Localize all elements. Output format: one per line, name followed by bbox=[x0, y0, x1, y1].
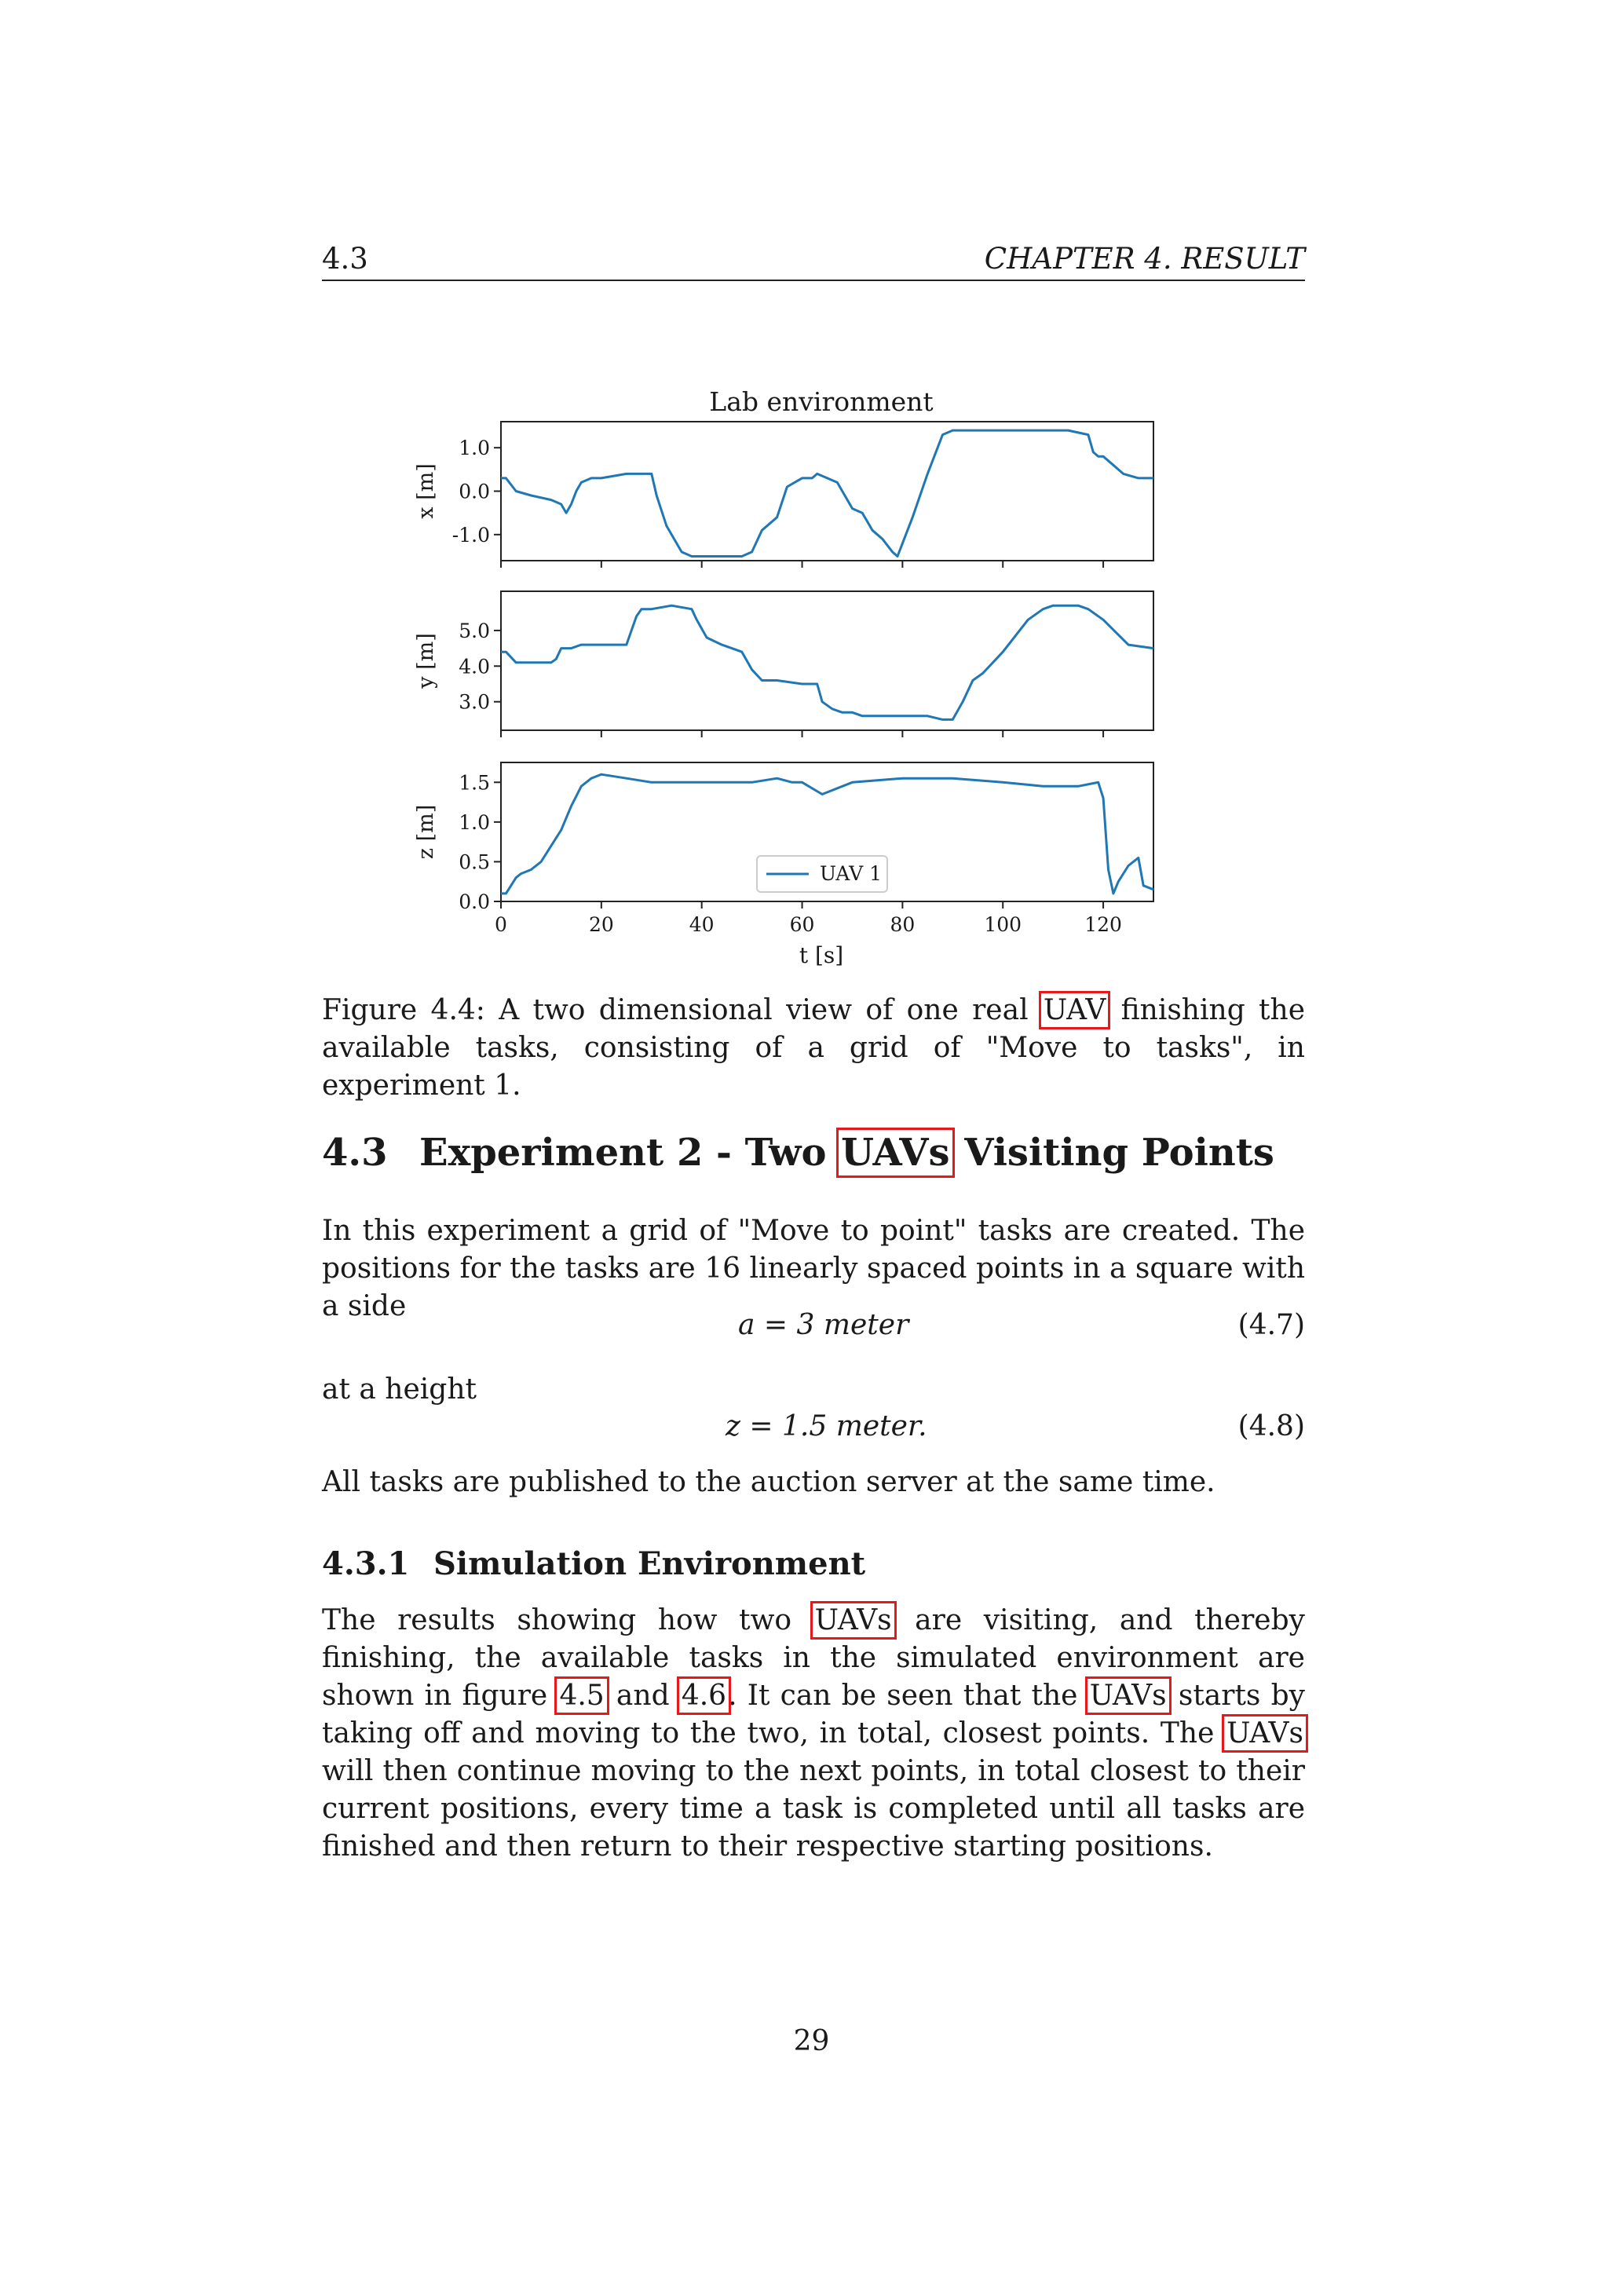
equation-4-7-label: (4.7) bbox=[1237, 1309, 1305, 1341]
glossary-link-uavs-2[interactable]: UAVs bbox=[1089, 1680, 1167, 1712]
y-tick-label: 1.5 bbox=[459, 771, 490, 795]
section-title-before: Experiment 2 - Two bbox=[419, 1131, 840, 1175]
results-text-5: starts by taking off and moving to the two, in total, closest points. The bbox=[322, 1680, 1305, 1749]
published-paragraph: All tasks are published to the auction server at the same time. bbox=[322, 1466, 1215, 1498]
lab-environment-chart bbox=[0, 0, 1623, 989]
subsection-title: Simulation Environment bbox=[433, 1545, 866, 1582]
series-line-uav-1-panel-1 bbox=[501, 430, 1153, 556]
glossary-link-uav[interactable]: UAV bbox=[1043, 994, 1106, 1026]
x-tick-label: 120 bbox=[1084, 913, 1122, 936]
section-heading bbox=[322, 1129, 1274, 1176]
x-tick-label: 0 bbox=[495, 913, 507, 936]
results-text-6: will then continue moving to the next points, in total closest to their current positions, every time a task is completed until all tasks are finished and then return to their respective starting positions. bbox=[322, 1755, 1305, 1863]
caption-text-prefix: Figure 4.4: A two dimensional view of one real bbox=[322, 994, 1042, 1026]
panel-frame-1 bbox=[501, 422, 1153, 561]
figure-link-4-6[interactable]: 4.6 bbox=[681, 1680, 727, 1712]
y-axis-label: y [m] bbox=[414, 633, 438, 689]
y-tick-label: 0.0 bbox=[459, 480, 490, 503]
y-axis-label: x [m] bbox=[414, 463, 438, 519]
caption-text-suffix: finishing the available tasks, consisting of a grid of "Move to tasks", in experiment 1. bbox=[322, 994, 1305, 1102]
equation-4-7: a = 3 meter bbox=[738, 1309, 909, 1341]
y-axis-label: z [m] bbox=[414, 804, 438, 860]
page-number: 29 bbox=[793, 2025, 830, 2057]
y-tick-label: -1.0 bbox=[451, 523, 490, 547]
x-tick-label: 60 bbox=[789, 913, 815, 936]
y-tick-label: 1.0 bbox=[459, 810, 490, 834]
glossary-link-uavs-1[interactable]: UAVs bbox=[814, 1604, 892, 1636]
x-tick-label: 100 bbox=[984, 913, 1022, 936]
header-section-number: 4.3 bbox=[322, 242, 368, 276]
equation-4-8: z = 1.5 meter. bbox=[726, 1410, 927, 1442]
subsection-heading bbox=[322, 1545, 865, 1584]
y-tick-label: 4.0 bbox=[459, 655, 490, 678]
intro-paragraph: In this experiment a grid of "Move to point" tasks are created. The positions for the tasks are 16 linearly spaced points in a square with a side bbox=[322, 1215, 1305, 1322]
x-tick-label: 40 bbox=[689, 913, 715, 936]
y-tick-label: 1.0 bbox=[459, 437, 490, 460]
glossary-link-uavs-3[interactable]: UAVs bbox=[1226, 1717, 1303, 1749]
x-tick-label: 80 bbox=[890, 913, 916, 936]
chart-title: Lab environment bbox=[709, 386, 934, 417]
y-tick-label: 0.5 bbox=[459, 850, 490, 874]
x-tick-label: 20 bbox=[588, 913, 614, 936]
results-text-4: . It can be seen that the bbox=[728, 1680, 1088, 1712]
equation-4-8-label: (4.8) bbox=[1237, 1410, 1305, 1442]
y-tick-label: 0.0 bbox=[459, 890, 490, 913]
section-number: 4.3 bbox=[322, 1131, 388, 1175]
x-axis-label: t [s] bbox=[799, 942, 844, 968]
section-title-after: Visiting Points bbox=[951, 1131, 1274, 1175]
results-text-1: The results showing how two bbox=[322, 1604, 813, 1636]
results-paragraph bbox=[322, 1602, 1305, 1866]
subsection-number: 4.3.1 bbox=[322, 1545, 410, 1582]
figure-caption bbox=[322, 992, 1305, 1105]
header-chapter-title: CHAPTER 4. RESULT bbox=[984, 242, 1305, 276]
height-text: at a height bbox=[322, 1373, 477, 1406]
y-tick-label: 3.0 bbox=[459, 690, 490, 714]
legend-entry: UAV 1 bbox=[820, 862, 883, 885]
glossary-link-uavs-heading[interactable]: UAVs bbox=[841, 1131, 950, 1175]
panel-frame-2 bbox=[501, 591, 1153, 730]
results-text-3: and bbox=[605, 1680, 680, 1712]
results-text-2: are visiting, and thereby finishing, the available tasks in the simulated environment are shown in figure bbox=[322, 1604, 1305, 1712]
figure-link-4-5[interactable]: 4.5 bbox=[559, 1680, 605, 1712]
legend bbox=[757, 856, 887, 892]
y-tick-label: 5.0 bbox=[459, 619, 490, 642]
series-line-uav-1-panel-2 bbox=[501, 605, 1153, 719]
